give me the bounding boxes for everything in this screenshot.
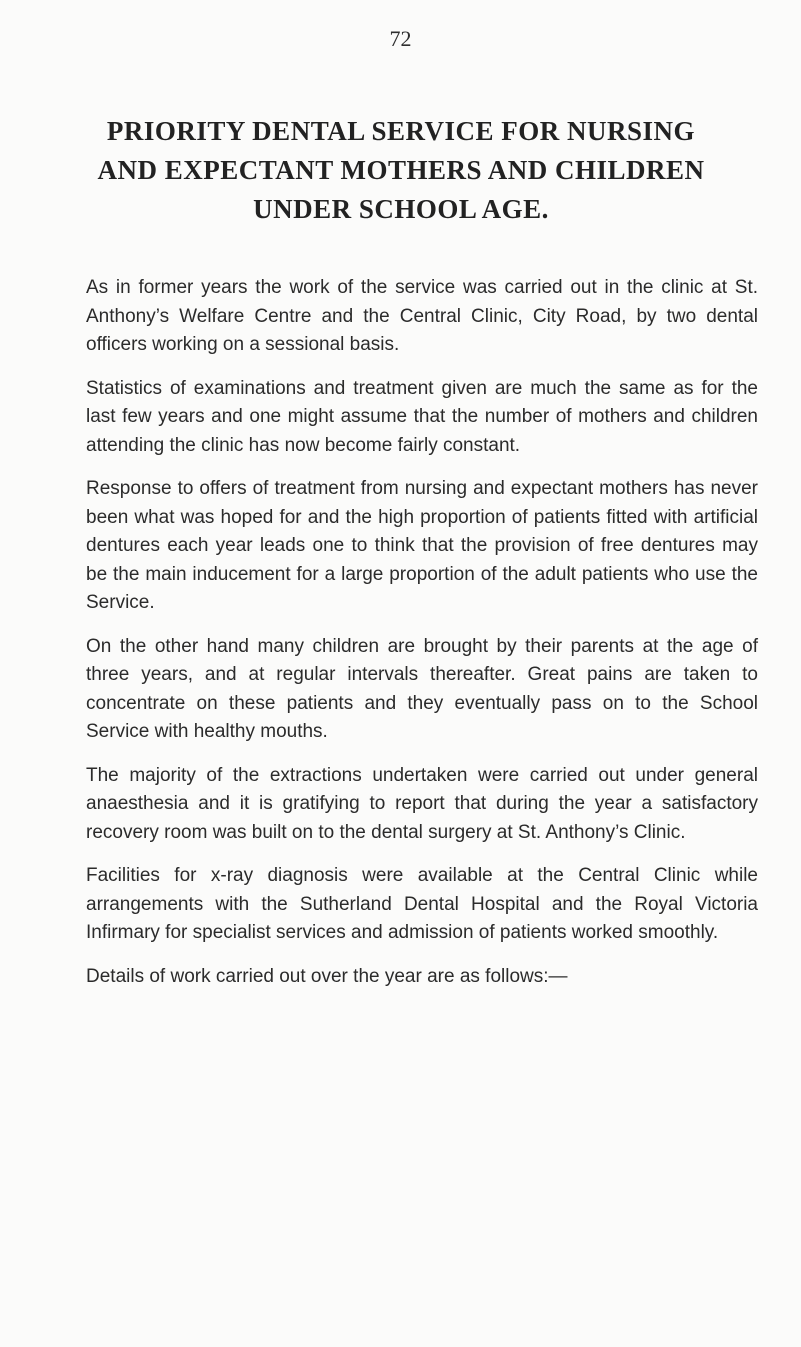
paragraph-service-location: As in former years the work of the service was carried out in the clinic at St. Anthony’s Welfare Centre and the Central Clinic, City Road, by two dental officers working on a sessional basis. <box>86 277 758 355</box>
paragraph-details-intro: Details of work carried out over the year are as follows:— <box>86 965 568 987</box>
paragraph-extractions: The majority of the extractions undertaken were carried out under general anaesthesia and it is gratifying to report that during the year a satisfactory recovery room was built on to the dental surgery at St. Anthony’s Clinic. <box>86 764 758 843</box>
title-line-1: PRIORITY DENTAL SERVICE FOR NURSING <box>106 116 696 146</box>
page-number: 72 <box>389 26 412 51</box>
paragraph-mothers-response: Response to offers of treatment from nursing and expectant mothers has never been what was hoped for and the high proportion of patients fitted with artificial dentures each year leads one to think that the provision of free dentures may be the main inducement for a large proportion of the adult patients who use the Service. <box>86 478 758 613</box>
paragraph-children: On the other hand many children are brought by their parents at the age of three years, and at regular intervals thereafter. Great pains are taken to concentrate on these patients and they eventually pass on to the School Service with healthy mouths. <box>86 635 758 742</box>
title-line-2: AND EXPECTANT MOTHERS AND CHILDREN <box>97 155 705 185</box>
body-text <box>86 274 758 991</box>
paragraph-facilities: Facilities for x-ray diagnosis were available at the Central Clinic while arrangements with the Sutherland Dental Hospital and the Royal Victoria Infirmary for specialist services and admission of patients worked smoothly. <box>86 865 758 943</box>
title-line-3: UNDER SCHOOL AGE. <box>253 194 549 224</box>
page-title <box>40 112 762 229</box>
paragraph-statistics: Statistics of examinations and treatment given are much the same as for the last few years and one might assume that the number of mothers and children attending the clinic has now become fairly constant. <box>86 377 758 456</box>
